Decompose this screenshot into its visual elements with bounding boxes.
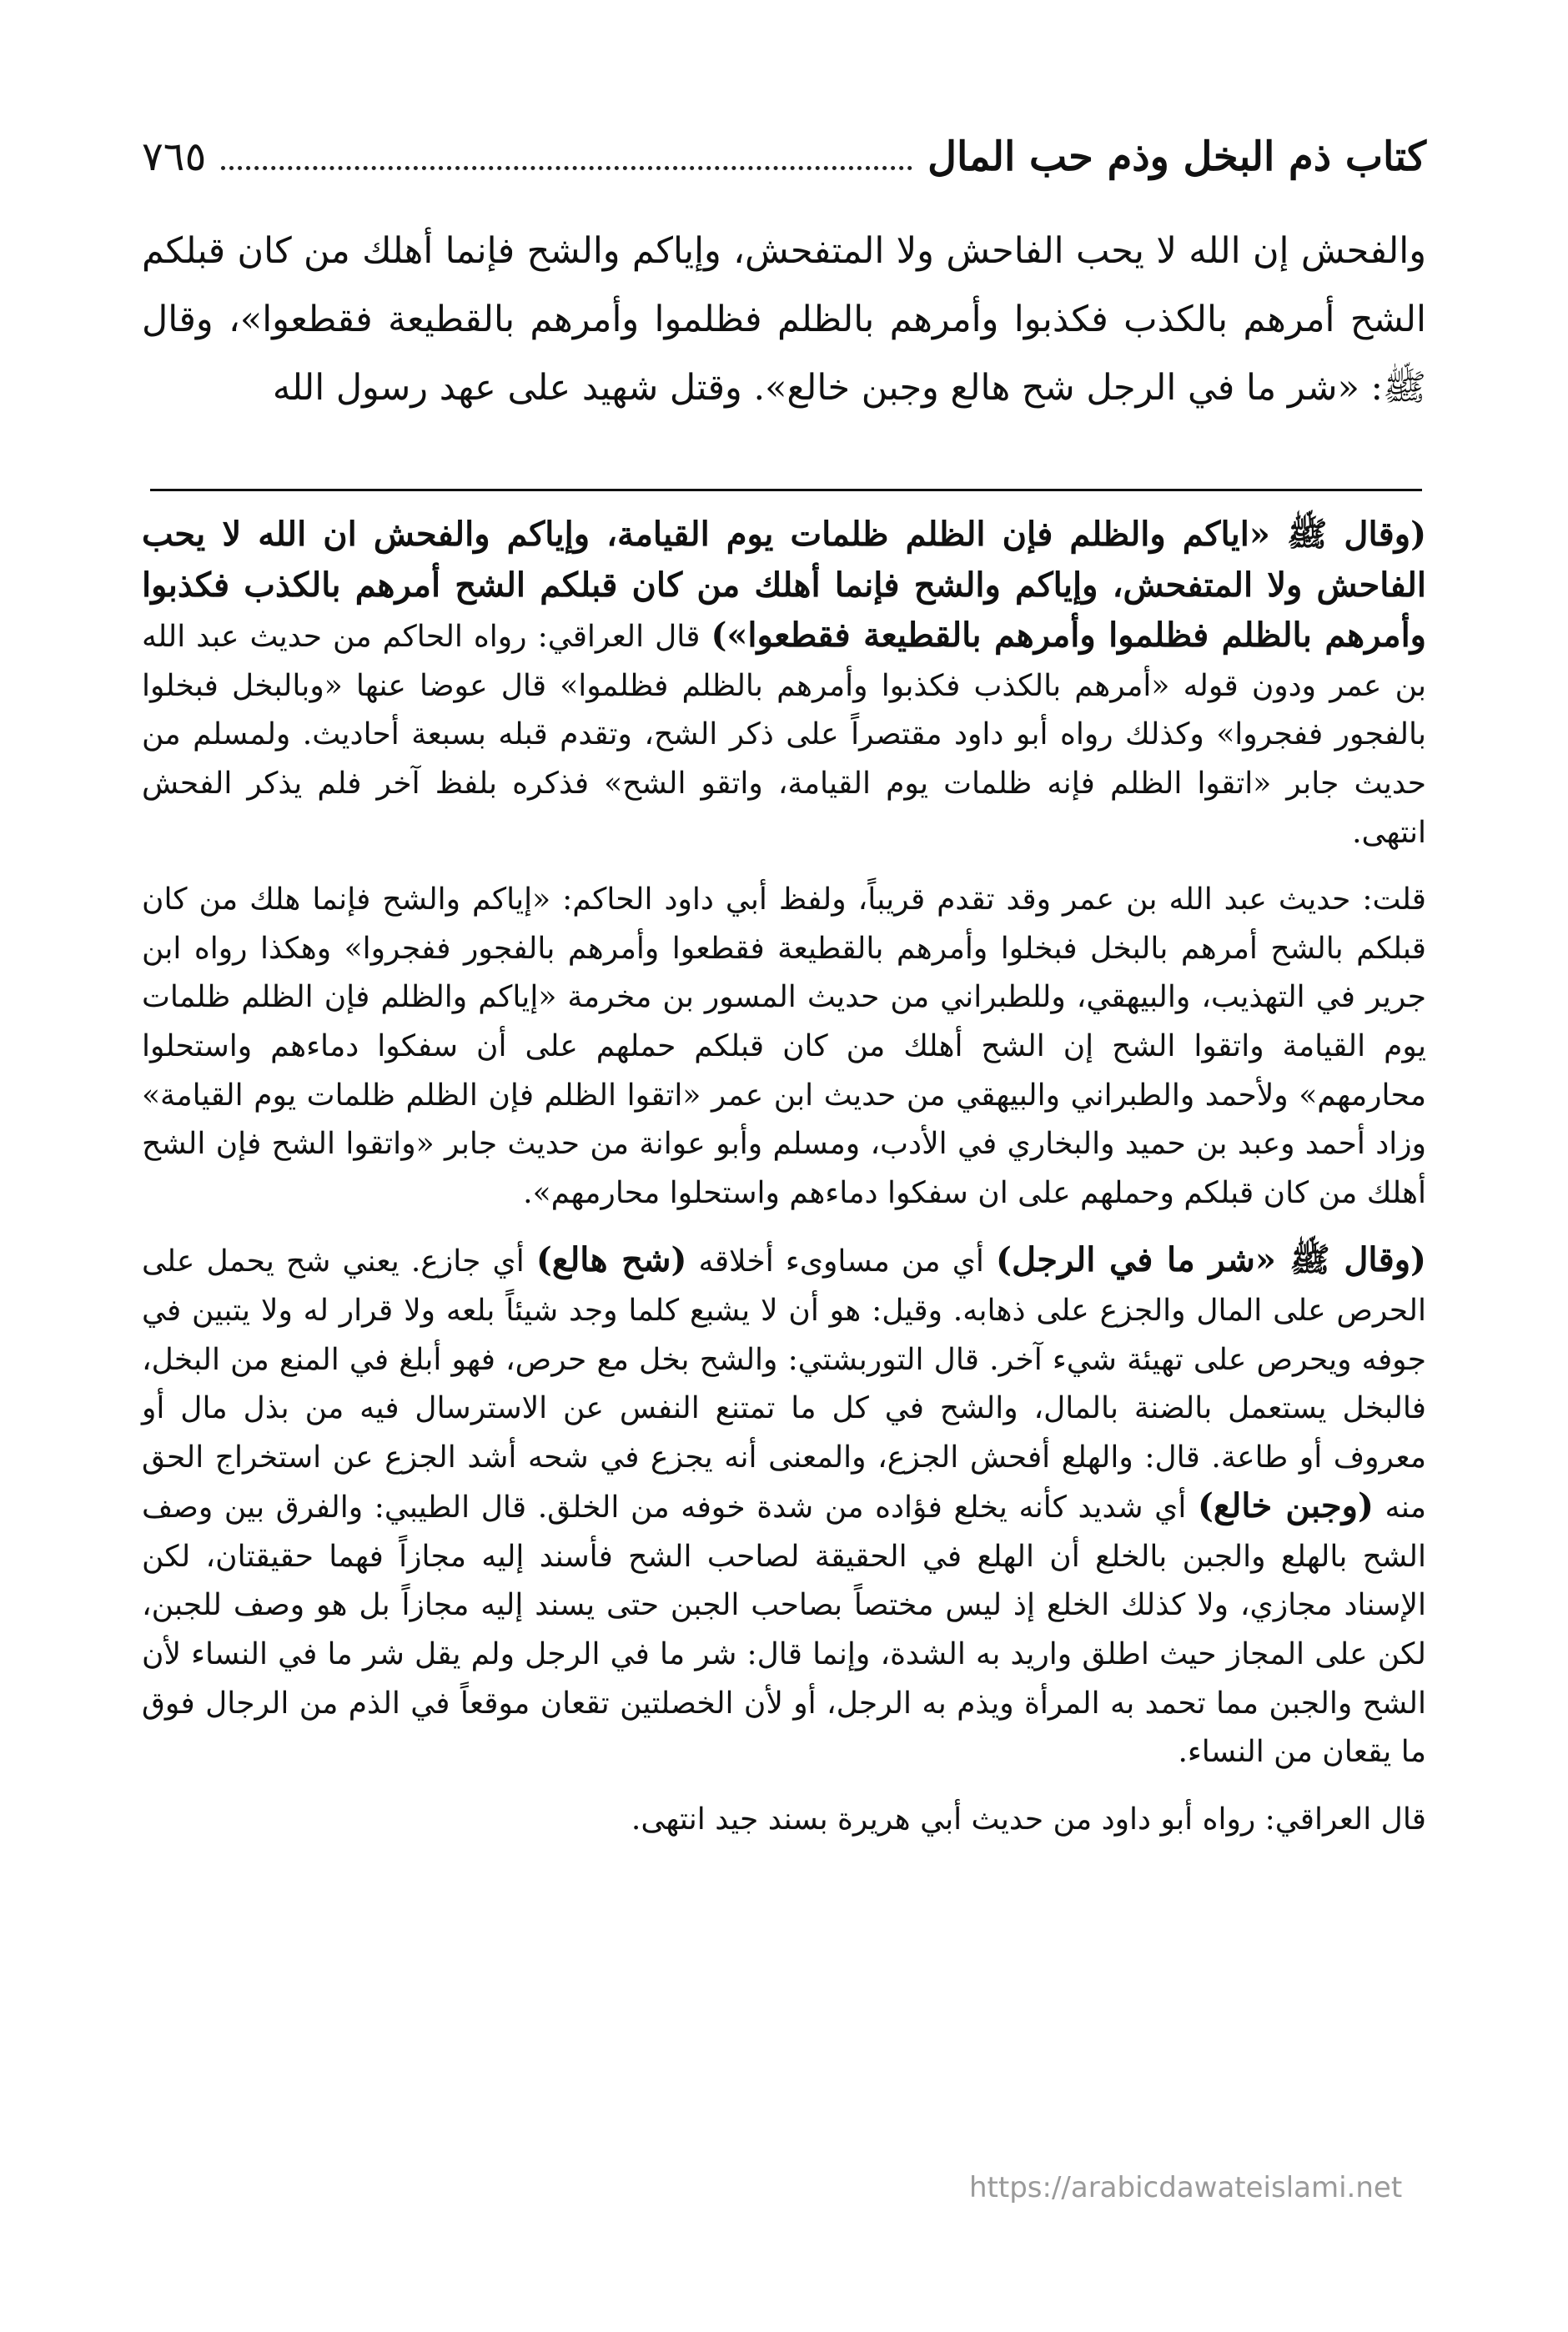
main-text: والفحش إن الله لا يحب الفاحش ولا المتفحش، وإياكم والشح فإنما أهلك من كان قبلكم الشح أمرهم بالكذب فكذبوا وأمرهم بالظلم فظلموا وأمرهم بالقطيعة فقطعوا»، وقال ﷺ: «شر ما في الرجل شح هالع وجبن خالع». وقتل شهيد على عهد رسول الله [142, 230, 1426, 409]
quoted-phrase-bold: (شح هالع) [535, 1240, 687, 1280]
commentary-paragraph-1 [142, 510, 1426, 857]
quoted-phrase-bold: (وجبن خالع) [1197, 1486, 1374, 1526]
dot-leader [221, 166, 912, 170]
divider-line [150, 489, 1422, 491]
commentary-paragraph-3 [142, 1236, 1426, 1777]
page-header [142, 123, 1426, 182]
commentary-paragraph-2: قلت: حديث عبد الله بن عمر وقد تقدم قريباً، ولفظ أبي داود الحاكم: «إياكم والشح فإنما هلك من كان قبلكم بالشح أمرهم بالبخل فبخلوا وأمرهم بالقطيعة فقطعوا وأمرهم بالفجور ففجروا» وهكذا رواه ابن جرير في التهذيب، والبيهقي، وللطبراني من حديث المسور بن مخرمة «إياكم والظلم فإن الظلم ظلمات يوم القيامة واتقوا الشح إن الشح أهلك من كان قبلكم حملهم على أن سفكوا دماءهم واستحلوا محارمهم» ولأحمد والطبراني والبيهقي من حديث ابن عمر «اتقوا الظلم فإن الظلم ظلمات يوم القيامة» وزاد أحمد وعبد بن حميد والبخاري في الأدب، ومسلم وأبو عوانة من حديث جابر «واتقوا الشح فإن الشح أهلك من كان قبلكم وحملهم على ان سفكوا دماءهم واستحلوا محارمهم». [142, 882, 1426, 1210]
commentary-text: أي جازع. يعني شح يحمل على الحرص على المال والجزع على ذهابه. وقيل: هو أن لا يشبع كلما وجد شيئاً بلعه ولا قرار له ولا يتبين في جوفه ويحرص على تهيئة شيء آخر. قال التوربشتي: والشح بخل مع حرص، فهو أبلغ في المنع من البخل، فالبخل يستعمل بالضنة بالمال، والشح في كل ما تمتنع النفس عن الاسترسال فيه من بذل مال أو معروف أو طاعة. قال: والهلع أفحش الجزع، والمعنى أنه يجزع في شحه أشد الجزع عن استخراج الحق منه [142, 1244, 1426, 1525]
commentary-text: قال العراقي: رواه الحاكم من حديث عبد الله بن عمر ودون قوله «أمرهم بالكذب فكذبوا وأمرهم بالظلم فظلموا» قال عوضا عنها «وبالبخل فبخلوا بالفجور ففجروا» وكذلك رواه أبو داود مقتصراً على ذكر الشح، وتقدم قبله بسبعة أحاديث. ولمسلم من حديث جابر «اتقوا الظلم فإنه ظلمات يوم القيامة، واتقو الشح» فذكره بلفظ آخر فلم يذكر الفحش انتهى. [142, 620, 1426, 850]
watermark-url: https://arabicdawateislami.net [969, 2171, 1403, 2204]
commentary-paragraph-4: قال العراقي: رواه أبو داود من حديث أبي هريرة بسند جيد انتهى. [631, 1802, 1426, 1837]
page-number: ٧٦٥ [142, 133, 207, 180]
commentary-text: أي من مساوىء أخلاقه [698, 1244, 984, 1279]
book-page [142, 117, 1426, 2252]
commentary-text: أي شديد كأنه يخلع فؤاده من شدة خوفه من الخلق. قال الطيبي: والفرق بين وصف الشح بالهلع والجبن بالخلع أن الهلع في الحقيقة لصاحب الشح فأسند إليه مجازاً فهما حقيقتان، لكن الإسناد مجازي، ولا كذلك الخلع إذ ليس مختصاً بصاحب الجبن حتى يسند إليه مجازاً بل هو وصف للجبن، لكن على المجاز حيث اطلق واريد به الشدة، وإنما قال: شر ما في الرجل ولم يقل شر ما في النساء لأن الشح والجبن مما تحمد به المرأة ويذم به الرجل، أو لأن الخصلتين تقعان موقعاً في الذم من الرجال فوق ما يقعان من النساء. [142, 1490, 1426, 1770]
quoted-hadith-bold: (وقال ﷺ «اياكم والظلم فإن الظلم ظلمات يوم القيامة، وإياكم والفحش ان الله لا يحب الفاحش ولا المتفحش، وإياكم والشح فإنما أهلك من كان قبلكم الشح أمرهم بالكذب فكذبوا وأمرهم بالظلم فظلموا وأمرهم بالقطيعة فقطعوا») [142, 515, 1426, 656]
quoted-phrase-bold: (وقال ﷺ «شر ما في الرجل) [996, 1240, 1426, 1280]
running-title: كتاب ذم البخل وذم حب المال [927, 133, 1426, 180]
commentary [142, 510, 1426, 1844]
